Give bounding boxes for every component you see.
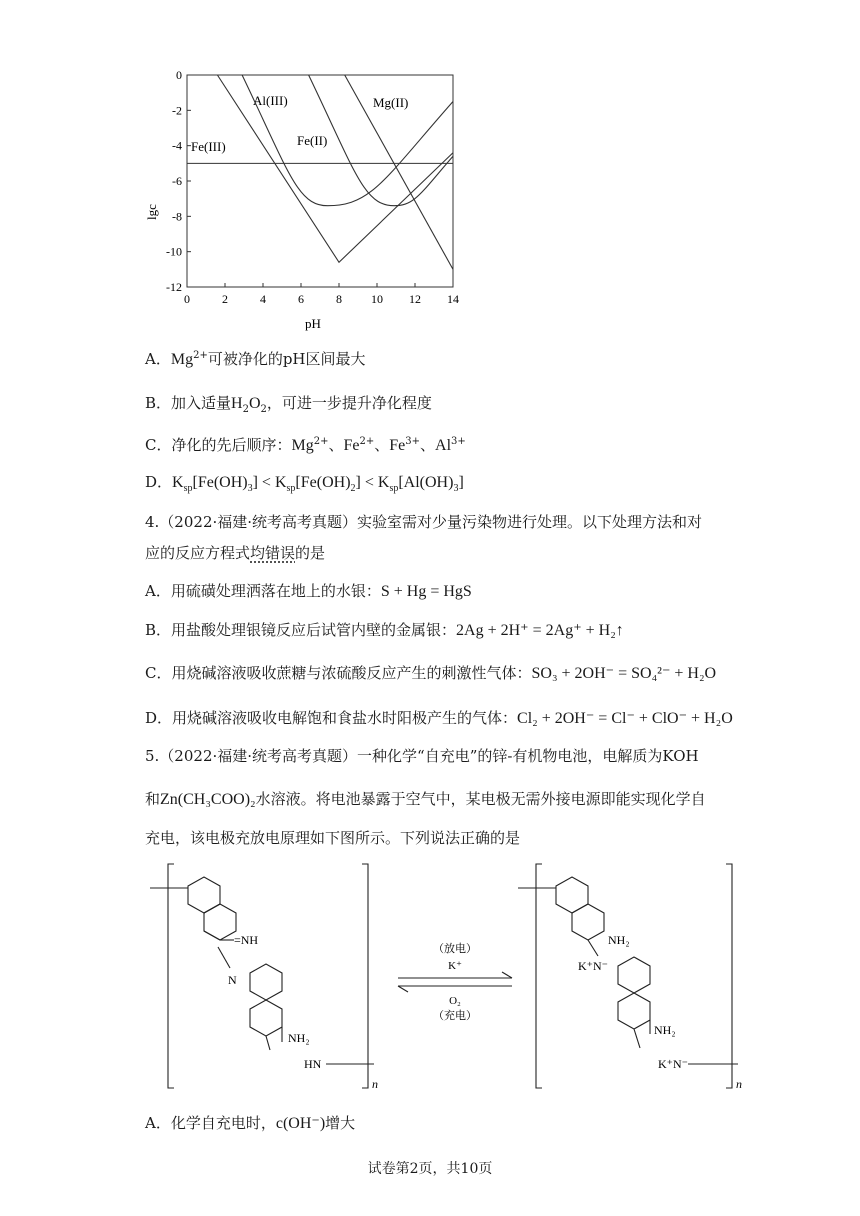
ksp-sub: sp (286, 483, 296, 495)
y-tick-label: -12 (166, 280, 182, 294)
ion: Mg (291, 437, 314, 454)
option-text: A．化学自充电时， (145, 1114, 276, 1132)
formula: Zn(CH₃COO)₂ (160, 791, 256, 808)
y-axis-title: lgc (144, 204, 159, 220)
less-than: < (360, 474, 378, 491)
ksp-expression (172, 474, 464, 495)
charge: 3+ (451, 436, 466, 447)
ion: Mg (170, 351, 194, 368)
x-axis-title: pH (305, 316, 321, 331)
charge: 3+ (405, 436, 421, 447)
q4-stem-line2 (145, 543, 325, 563)
right-bracket-close (726, 864, 732, 1088)
chart-series (187, 75, 453, 269)
option-text: 净化的先后顺序： (171, 436, 292, 454)
y-tick-label: -2 (172, 103, 182, 118)
right-n-subscript: n (736, 1077, 742, 1091)
x-tick-label: 2 (222, 292, 228, 306)
y-tick-label: -6 (172, 174, 182, 188)
label-al3: Al(III) (253, 93, 288, 108)
x-tick-label: 0 (184, 292, 190, 306)
left-bracket-open (168, 864, 174, 1088)
option-prefix: A． (145, 350, 171, 368)
ksp-sub: sp (389, 483, 399, 495)
q3-option-a[interactable] (145, 346, 366, 370)
left-ring-2 (204, 904, 236, 940)
option-text: 增大 (325, 1114, 356, 1132)
q5-stem-line1: 5.（2022·福建·统考高考真题）一种化学“自充电”的锌-有机物电池，电解质为KOH (145, 747, 699, 765)
subscript: 2 (242, 404, 249, 415)
x-tick-label: 10 (371, 292, 383, 306)
reverse-arrow-head (398, 986, 408, 992)
stem-text: 水溶液。将电池暴露于空气中，某电极无需外接电源即能实现化学自 (255, 790, 706, 808)
y-tick-label: -10 (166, 244, 182, 259)
q4-option-c[interactable] (145, 663, 716, 684)
page-footer: 试卷第2页，共10页 (367, 1161, 493, 1177)
y-tick-label: -4 (172, 138, 182, 153)
arrow-label-o2: O₂ (449, 995, 461, 1007)
q4-option-a[interactable] (145, 581, 472, 602)
charge: 2+ (313, 436, 329, 447)
stem-text: 和 (145, 790, 161, 808)
option-prefix: B． (145, 394, 172, 412)
q5-stem-line2 (145, 789, 706, 810)
subscript: 3 (453, 483, 459, 495)
right-amine1-label: NH₂ (608, 933, 630, 947)
subscript: 2 (350, 483, 356, 495)
q3-option-b[interactable] (145, 393, 432, 420)
separator: 、 (328, 436, 344, 454)
option-text: 可被净化的pH区间最大 (207, 350, 366, 368)
subscript: 2 (260, 404, 267, 415)
equation: SO₃ + 2OH⁻ = SO₄²⁻ + H₂O (531, 665, 717, 682)
ion: Fe (343, 437, 360, 454)
right-amine2-label: NH₂ (654, 1023, 676, 1037)
left-bracket-close (362, 864, 368, 1088)
option-text: 加入适量 (171, 394, 232, 412)
q5-stem-line3: 充电，该电极充放电原理如下图所示。下列说法正确的是 (145, 829, 521, 847)
left-n-label: N (228, 973, 237, 987)
formula: H (231, 395, 243, 412)
q3-option-c[interactable] (145, 432, 466, 456)
q3-option-d[interactable] (145, 472, 464, 499)
lgc-ph-chart (140, 62, 470, 342)
q4-stem-line1: 4.（2022·福建·统考高考真题）实验室需对少量污染物进行处理。以下处理方法和对 (145, 513, 703, 531)
label-fe3: Fe(III) (191, 139, 226, 154)
option-text: ，可进一步提升净化程度 (266, 394, 432, 412)
x-tick-label: 6 (298, 292, 304, 306)
ion: Fe (389, 437, 406, 454)
q5-option-a[interactable] (145, 1113, 355, 1134)
right-ring-2 (572, 904, 604, 940)
y-tick-label: -8 (172, 209, 182, 224)
x-tick-label: 12 (409, 292, 421, 306)
forward-arrow-head (502, 972, 512, 978)
left-hn-label: HN (304, 1057, 322, 1071)
right-ring-3 (618, 957, 650, 993)
x-tick-label: 8 (336, 292, 342, 306)
formula: [Fe(OH) (192, 474, 248, 491)
ksp-k: K (172, 474, 184, 491)
q4-option-d[interactable] (145, 708, 733, 729)
option-prefix: C． (145, 436, 172, 454)
x-tick-label: 4 (260, 292, 266, 306)
ksp-sub: sp (183, 483, 193, 495)
right-kn2-label: K⁺N⁻ (658, 1057, 688, 1071)
equation: Cl₂ + 2OH⁻ = Cl⁻ + ClO⁻ + H₂O (517, 710, 733, 727)
right-kn1-label: K⁺N⁻ (578, 959, 608, 973)
equation: S + Hg = HgS (380, 583, 472, 600)
separator: 、 (420, 436, 436, 454)
charge: 2+ (359, 436, 375, 447)
option-text: D．用烧碱溶液吸收电解饱和食盐水时阳极产生的气体： (145, 709, 518, 727)
left-imine-bond (218, 947, 230, 968)
right-ring-1 (556, 877, 588, 913)
charge: 2+ (193, 350, 208, 361)
y-tick-label: 0 (176, 68, 182, 82)
charge-discharge-scheme (140, 858, 770, 1098)
less-than: < (257, 474, 275, 491)
ksp-k: K (377, 474, 390, 491)
arrow-label-k: K⁺ (448, 960, 462, 972)
equation: c(OH⁻) (275, 1115, 326, 1132)
option-text: B．用盐酸处理银镜反应后试管内壁的金属银： (145, 621, 457, 639)
emphasis-text: 均错误 (250, 544, 296, 562)
left-n-subscript: n (372, 1077, 378, 1091)
chart-frame (166, 68, 459, 306)
option-prefix: D． (145, 473, 173, 491)
left-ring-3 (250, 964, 282, 1000)
left-amine-label: NH₂ (288, 1031, 310, 1045)
x-tick-label: 14 (447, 292, 459, 306)
plot-frame (187, 75, 453, 287)
arrow-label-charge: （充电） (433, 1010, 477, 1022)
separator: 、 (374, 436, 390, 454)
label-mg2: Mg(II) (373, 95, 409, 110)
stem-text: 应的反应方程式 (145, 544, 251, 562)
stem-text: 的是 (295, 544, 326, 562)
label-fe2: Fe(II) (297, 133, 328, 148)
option-text: C．用烧碱溶液吸收蔗糖与浓硫酸反应产生的刺激性气体： (145, 664, 532, 682)
right-ring-4 (618, 993, 650, 1029)
ion: Al (435, 437, 452, 454)
formula: [Al(OH) (398, 474, 454, 491)
bracket: ] (458, 474, 464, 491)
bracket: ] (252, 474, 258, 491)
formula: O (248, 395, 261, 412)
ksp-k: K (274, 474, 287, 491)
q4-option-b[interactable] (145, 620, 624, 641)
option-text: A．用硫磺处理洒落在地上的水银： (145, 582, 381, 600)
right-bracket-open (536, 864, 542, 1088)
arrow-label-discharge: （放电） (433, 943, 477, 955)
left-ring-1 (188, 877, 220, 913)
subscript: 3 (247, 483, 253, 495)
left-imine-label: =NH (234, 933, 259, 947)
equation: 2Ag + 2H⁺ = 2Ag⁺ + H₂↑ (456, 622, 624, 639)
bracket: ] (355, 474, 361, 491)
formula: [Fe(OH) (295, 474, 351, 491)
left-ring-4 (250, 1000, 282, 1036)
